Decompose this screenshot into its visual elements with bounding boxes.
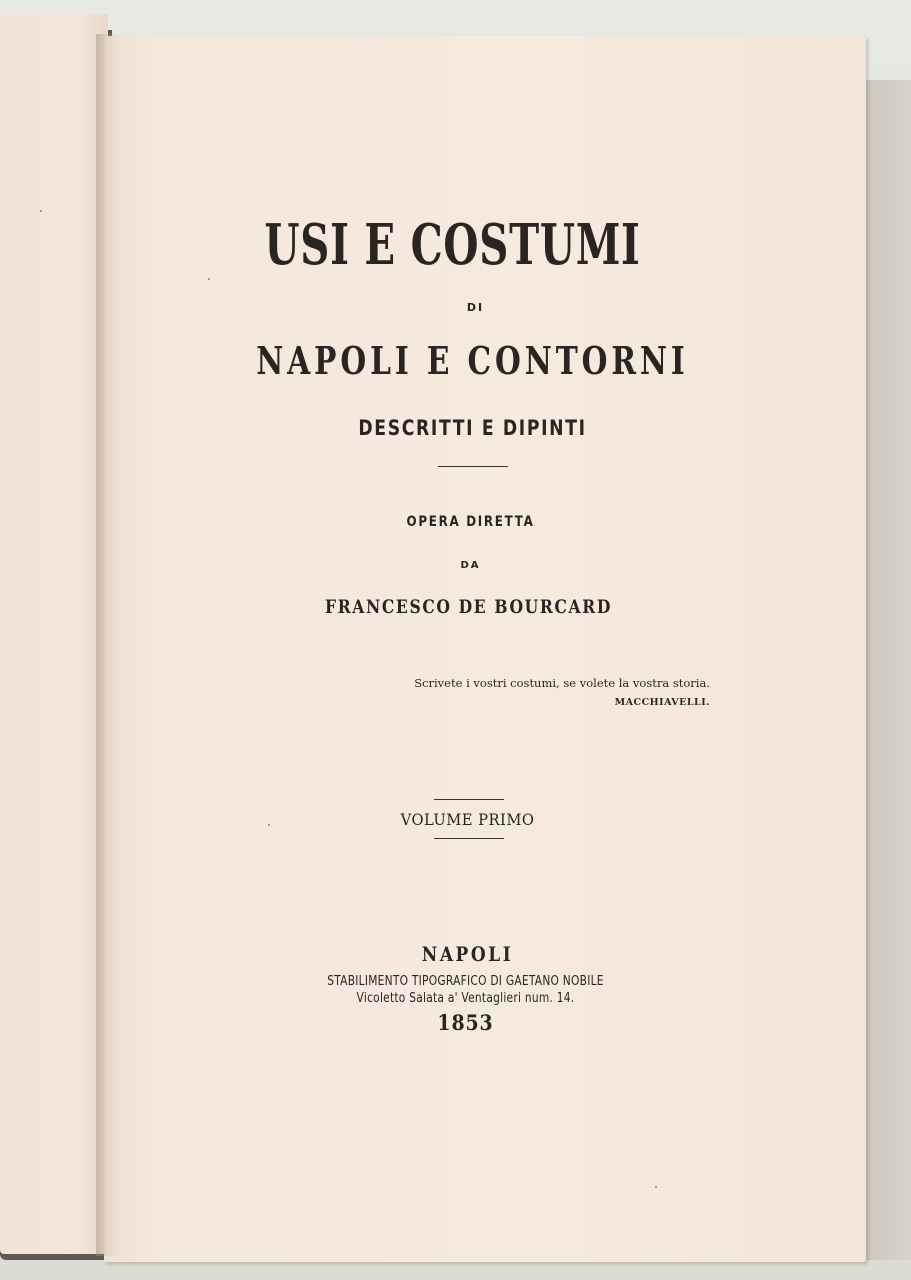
imprint-year: 1853 <box>437 1010 494 1035</box>
imprint-city: NAPOLI <box>421 942 514 966</box>
epigraph-quote: Scrivete i vostri costumi, se volete la vostra storia. <box>414 676 710 690</box>
book-gutter-shadow <box>96 34 122 1256</box>
paper-speck <box>655 1186 657 1188</box>
paper-speck <box>208 278 210 280</box>
divider-rule <box>438 466 508 467</box>
volume-label: VOLUME PRIMO <box>400 810 535 829</box>
epigraph-attribution: MACCHIAVELLI. <box>614 697 710 708</box>
opera-line: OPERA DIRETTA <box>406 514 535 530</box>
author-name: FRANCESCO DE BOURCARD <box>324 596 613 618</box>
left-page <box>0 14 108 1254</box>
imprint-address: Vicoletto Salata a' Ventaglieri num. 14. <box>356 991 575 1006</box>
divider-rule <box>434 838 504 839</box>
next-book-edge <box>862 80 911 1260</box>
divider-rule <box>434 799 504 800</box>
preposition-di: DI <box>466 301 485 314</box>
book-title: USI E COSTUMI <box>264 212 641 278</box>
paper-speck <box>40 210 42 212</box>
imprint-printer: STABILIMENTO TIPOGRAFICO DI GAETANO NOBILE <box>327 974 604 989</box>
descriptive-line: DESCRITTI E DIPINTI <box>358 416 587 440</box>
book-subtitle: NAPOLI E CONTORNI <box>256 338 689 383</box>
preposition-da: DA <box>460 560 481 571</box>
